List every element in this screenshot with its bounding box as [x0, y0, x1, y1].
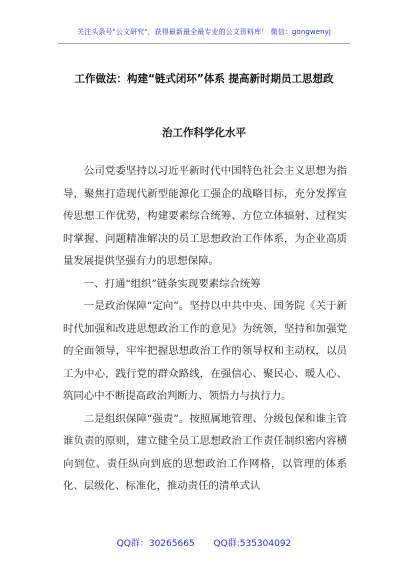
document-title-line-2: 治工作科学化水平 — [162, 127, 246, 139]
footer-qq-group-1: QQ群：30265665 — [116, 539, 195, 549]
body-paragraph-political: 一是政治保障“定向”。坚持以中共中央、国务院《关于新时代加强和改进思想政治工作的意见》为统领，坚持和加强党的全面领导，牢牢把握思想政治工作的领导权和主动权，以员工为中心，践行党的群众路线，在强信心、聚民心、暖人心、筑同心中不断提高政治判断力、领悟力与执行力。 — [63, 300, 347, 402]
document-title-line-1: 工作做法：构建“链式闭环”体系 提高新时期员工思想政 — [74, 73, 334, 85]
body-paragraph-intro: 公司党委坚持以习近平新时代中国特色社会主义思想为指导，聚焦打造现代新型能源化工强企的战略目标，充分发挥宣传思想工作优势，构建要素综合统筹、方位立体辐射、过程实时掌握、问题精准解决的员工思想政治工作体系，为企业高质量发展提供坚强有力的思想保障。 — [63, 165, 347, 267]
footer-qq-groups — [0, 536, 408, 549]
header-divider — [58, 43, 350, 44]
footer-qq-group-2: QQ群:535304092 — [213, 539, 292, 549]
document-body — [63, 160, 347, 498]
header-note: 关注头条号"公文研究"，获得最新最全最专业的公文资料库！ 微信：gongwenyj — [77, 28, 331, 36]
section-heading-1: 一、打通“组织”链条实现要素综合统筹 — [83, 277, 261, 290]
body-paragraph-organization: 二是组织保障“强责”。按照属地管理、分级包保和谁主管谁负责的原则，建立健全员工思想政治工作责任制织密内容横向到位、责任纵向到底的思想政治工作网格，以管理的体系化、层级化、标准化，推动责任的清单式认 — [63, 412, 347, 492]
